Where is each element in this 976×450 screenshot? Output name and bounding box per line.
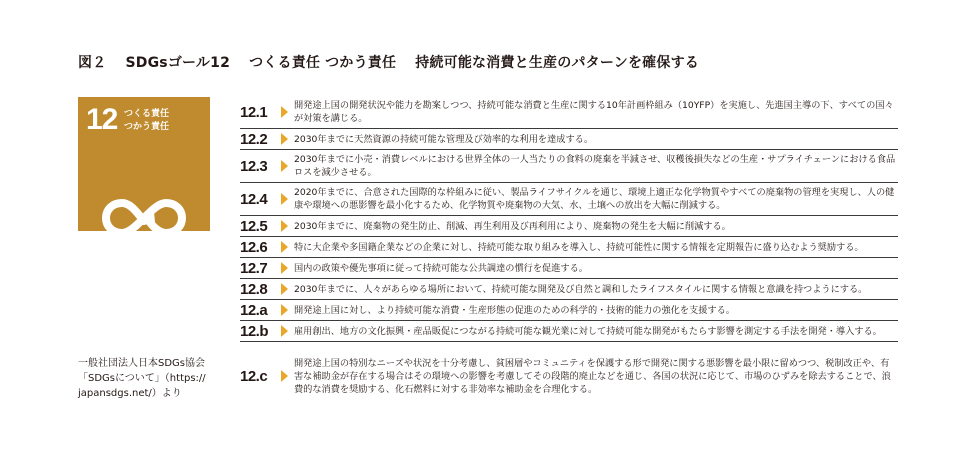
target-text: 開発途上国に対し、より持続可能な消費・生産形態の促進のための科学的・技術的能力の強化を支援する。 xyxy=(294,304,735,316)
target-text: 特に大企業や多国籍企業などの企業に対し、持続可能な取り組みを導入し、持続可能性に関する情報を定期報告に盛り込むよう奨励する。 xyxy=(294,241,864,253)
logo-line-1: つくる責任 xyxy=(124,109,170,119)
target-row xyxy=(240,183,898,216)
arrow-icon xyxy=(281,370,288,382)
target-code: 12.a xyxy=(240,301,268,319)
target-text: 2030年までに、人々があらゆる場所において、持続可能な開発及び自然と調和したライフスタイルに関する情報と意識を持つようにする。 xyxy=(294,283,868,295)
arrow-icon xyxy=(281,160,288,172)
goal-name: つくる責任 つかう責任 xyxy=(249,55,397,71)
target-text: 開発途上国の特別なニーズや状況を十分考慮し、貧困層やコミュニティを保護する形で開発に関する悪影響を最小限に留めつつ、税制改正や、有害な補助金が存在する場合はその環境への影響を考慮してその段階的廃止などを通じ、各国の状況に応じて、市場のひずみを除去することで、浪費的な消費を奨励する、化石燃料に対する非効率な補助金を合理化する。 xyxy=(294,357,891,395)
arrow-icon xyxy=(281,262,288,274)
target-text: 開発途上国の開発状況や能力を勘案しつつ、持続可能な消費と生産に関する10年計画枠組み（10YFP）を実施し、先進国主導の下、すべての国々が対策を講じる。 xyxy=(294,100,894,124)
target-row xyxy=(240,300,898,321)
target-code: 12.b xyxy=(240,322,269,340)
logo-number: 12 xyxy=(86,103,118,136)
target-row xyxy=(240,129,898,150)
target-text: 2020年までに、合意された国際的な枠組みに従い、製品ライフサイクルを通じ、環境上適正な化学物質やすべての廃棄物の管理を実現し、人の健康や環境への悪影響を最小化するため、化学物質や廃棄物の大気、水、土壌への放出を大幅に削減する。 xyxy=(294,187,895,211)
target-code: 12.c xyxy=(240,367,268,385)
target-text: 2030年までに小売・消費レベルにおける世界全体の一人当たりの食料の廃棄を半減させ、収穫後損失などの生産・サプライチェーンにおける食品ロスを減少させる。 xyxy=(294,154,896,178)
source-line-3: japansdgs.net/）より xyxy=(78,388,182,399)
sdg12-logo xyxy=(78,97,210,231)
goal-number-label: SDGsゴール12 xyxy=(125,55,231,71)
target-row xyxy=(240,258,898,279)
target-row xyxy=(240,321,898,342)
target-code: 12.4 xyxy=(240,190,268,208)
source-note xyxy=(78,356,206,401)
figure-label: 図２ xyxy=(78,55,107,71)
arrow-icon xyxy=(281,133,288,145)
target-text: 雇用創出、地方の文化振興・産品販促につながる持続可能な観光業に対して持続可能な開発がもたらす影響を測定する手法を開発・導入する。 xyxy=(294,325,882,337)
target-code: 12.6 xyxy=(240,238,268,256)
target-code: 12.3 xyxy=(240,157,268,175)
target-code: 12.8 xyxy=(240,280,268,298)
target-text: 2030年までに天然資源の持続可能な管理及び効率的な利用を達成する。 xyxy=(294,133,594,145)
target-row xyxy=(240,354,898,398)
arrow-icon xyxy=(281,106,288,118)
logo-text xyxy=(124,108,169,134)
figure-title xyxy=(78,52,713,72)
arrow-icon xyxy=(281,220,288,232)
target-text: 2030年までに、廃棄物の発生防止、削減、再生利用及び再利用により、廃棄物の発生を大幅に削減する。 xyxy=(294,220,731,232)
target-row xyxy=(240,150,898,183)
arrow-icon xyxy=(281,193,288,205)
target-row xyxy=(240,96,898,129)
target-row xyxy=(240,237,898,258)
target-code: 12.7 xyxy=(240,259,268,277)
target-row xyxy=(240,279,898,300)
target-row xyxy=(240,216,898,237)
source-line-2: 「SDGsについて」（https:// xyxy=(78,373,206,384)
target-code: 12.2 xyxy=(240,130,268,148)
target-text: 国内の政策や優先事項に従って持続可能な公共調達の慣行を促進する。 xyxy=(294,262,588,274)
target-code: 12.1 xyxy=(240,103,268,121)
arrow-icon xyxy=(281,241,288,253)
goal-subtitle: 持続可能な消費と生産のパターンを確保する xyxy=(415,55,699,71)
arrow-icon xyxy=(281,325,288,337)
logo-line-2: つかう責任 xyxy=(124,122,170,132)
arrow-icon xyxy=(281,304,288,316)
source-line-1: 一般社団法人日本SDGs協会 xyxy=(78,358,206,369)
arrow-icon xyxy=(281,283,288,295)
target-code: 12.5 xyxy=(240,217,268,235)
